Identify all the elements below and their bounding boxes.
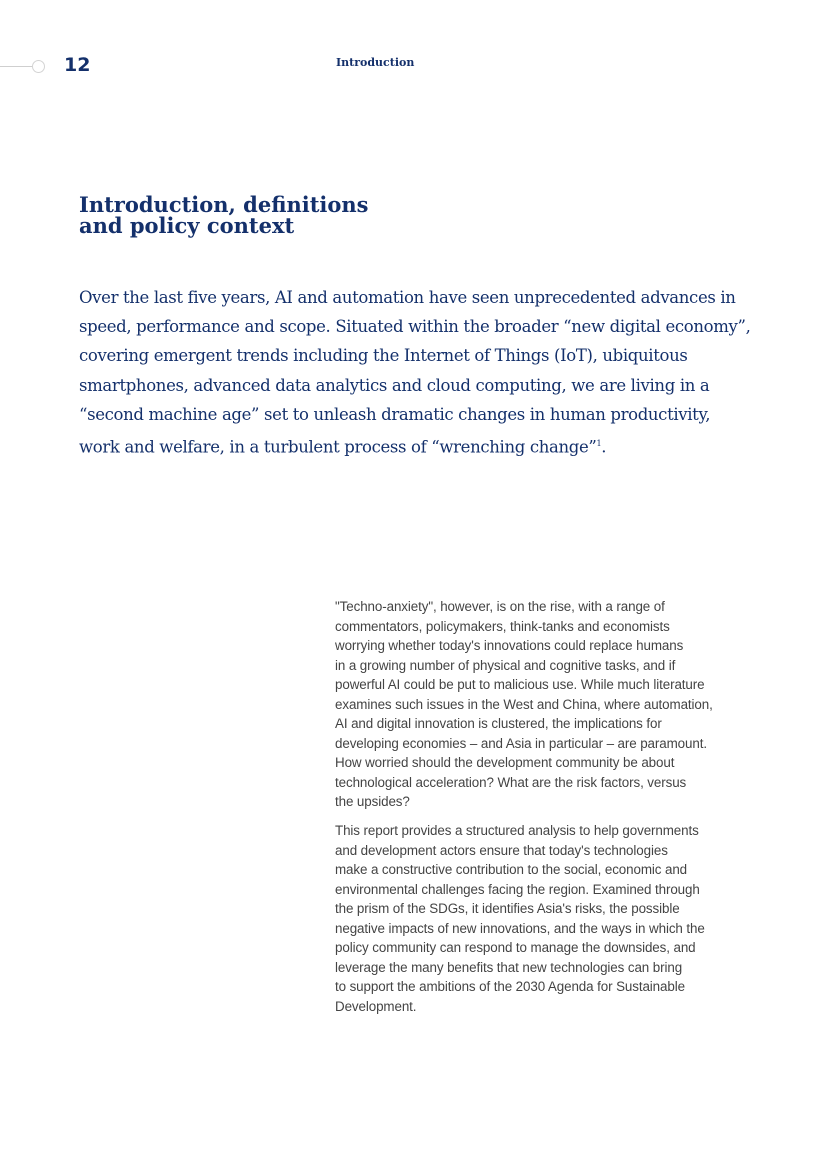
body-line: to support the ambitions of the 2030 Agenda for Sustainable (335, 979, 685, 994)
lead-end: . (601, 437, 607, 457)
body-line: the upsides? (335, 794, 410, 809)
body-line: in a growing number of physical and cognitive tasks, and if (335, 657, 676, 673)
lead-line: speed, performance and scope. Situated within the broader “new digital economy”, (79, 317, 751, 337)
body-line: developing economies – and Asia in particular – are paramount. (335, 735, 707, 751)
page-marker-circle (32, 60, 45, 73)
lead-line: smartphones, advanced data analytics and cloud computing, we are living in a (79, 375, 710, 395)
title-line: and policy context (79, 213, 295, 238)
page-number: 12 (64, 54, 91, 76)
body-line: "Techno-anxiety", however, is on the rise, with a range of (335, 599, 665, 614)
body-line: examines such issues in the West and China, where automation, (335, 696, 713, 712)
body-line: policy community can respond to manage the downsides, and (335, 940, 696, 955)
lead-line: “second machine age” set to unleash dramatic changes in human productivity, (79, 404, 711, 424)
lead-paragraph (79, 283, 751, 462)
body-line: and development actors ensure that today's technologies (335, 842, 668, 858)
body-line: commentators, policymakers, think-tanks and economists (335, 618, 670, 634)
lead-line-text: work and welfare, in a turbulent process of “wrenching change” (79, 437, 597, 457)
body-line: the prism of the SDGs, it identifies Asia's risks, the possible (335, 901, 680, 916)
body-line: leverage the many benefits that new technologies can bring (335, 959, 683, 975)
title-line: Introduction, definitions (79, 192, 369, 217)
running-header: Introduction (336, 56, 415, 69)
page-title (79, 194, 369, 236)
body-line: environmental challenges facing the region. Examined through (335, 881, 700, 897)
body-line: powerful AI could be put to malicious use. While much literature (335, 677, 705, 692)
body-line: How worried should the development community be about (335, 755, 675, 770)
lead-line: covering emergent trends including the Internet of Things (IoT), ubiquitous (79, 346, 688, 366)
body-line: make a constructive contribution to the social, economic and (335, 862, 688, 877)
footnote-ref[interactable]: 1 (596, 439, 602, 449)
body-line: This report provides a structured analysis to help governments (335, 823, 699, 838)
lead-line (79, 429, 751, 462)
lead-line: Over the last five years, AI and automation have seen unprecedented advances in (79, 288, 736, 307)
body-line: negative impacts of new innovations, and the ways in which the (335, 920, 705, 936)
body-line: worrying whether today's innovations could replace humans (335, 638, 684, 653)
body-line: AI and digital innovation is clustered, the implications for (335, 716, 662, 731)
body-line: Development. (335, 998, 417, 1014)
body-paragraph-2 (335, 821, 705, 1016)
body-line: technological acceleration? What are the risk factors, versus (335, 774, 687, 790)
body-paragraph-1 (335, 597, 713, 812)
page-marker-line (0, 66, 33, 67)
